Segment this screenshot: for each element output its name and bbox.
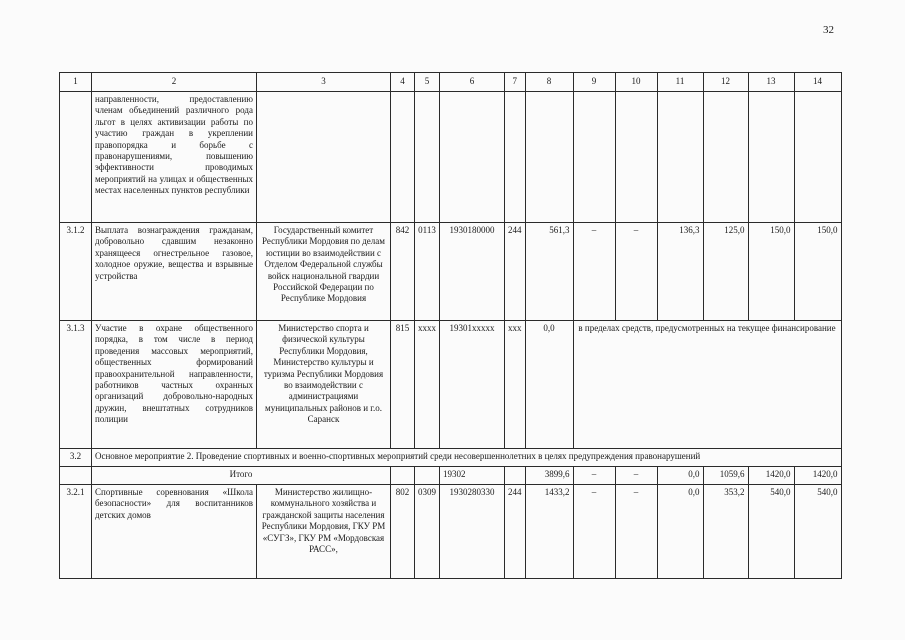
cell-year-10: – <box>615 467 657 485</box>
cell-empty <box>748 92 794 223</box>
cell-year-11: 136,3 <box>657 223 703 321</box>
cell-year-11: 0,0 <box>657 485 703 579</box>
column-header: 3 <box>257 73 391 92</box>
cell-vr: 244 <box>505 485 526 579</box>
cell-year-10: – <box>615 223 657 321</box>
cell-empty <box>573 92 615 223</box>
cell-year-9: – <box>573 223 615 321</box>
cell-financing-note: в пределах средств, предусмотренных на текущее финансирование <box>573 321 841 449</box>
cell-year-13: 1420,0 <box>748 467 794 485</box>
column-header: 2 <box>92 73 257 92</box>
cell-year-12: 1059,6 <box>703 467 748 485</box>
cell-rzpr: 0113 <box>415 223 440 321</box>
cell-description: Выплата вознаграждения гражданам, добровольно сдавшим незаконно хранящееся огнестрельное газовое, холодное оружие, вещества и взрывные устройства <box>92 223 257 321</box>
cell-executor: Министерство спорта и физической культуры Республики Мордовия, Министерство культуры и туризма Республики Мордовия во взаимодействии с администрациями муниципальных районов и г.о. Саранск <box>257 321 391 449</box>
cell-total: 561,3 <box>525 223 573 321</box>
cell-empty <box>703 92 748 223</box>
cell-grbs: 815 <box>391 321 415 449</box>
cell-number: 3.2.1 <box>60 485 92 579</box>
cell-empty <box>615 92 657 223</box>
cell-empty <box>60 467 92 485</box>
cell-total: 1433,2 <box>525 485 573 579</box>
cell-number <box>60 92 92 223</box>
cell-empty <box>440 92 505 223</box>
cell-main-activity-title: Основное мероприятие 2. Проведение спортивных и военно-спортивных мероприятий среди несовершеннолетних в целях предупреждения правонарушений <box>92 449 842 467</box>
cell-year-11: 0,0 <box>657 467 703 485</box>
table-row-3-1-3 <box>60 321 842 449</box>
cell-empty <box>657 92 703 223</box>
cell-year-10: – <box>615 485 657 579</box>
cell-empty <box>415 467 440 485</box>
cell-empty <box>794 92 841 223</box>
cell-year-14: 1420,0 <box>794 467 841 485</box>
cell-year-14: 540,0 <box>794 485 841 579</box>
cell-year-14: 150,0 <box>794 223 841 321</box>
column-header: 7 <box>505 73 526 92</box>
cell-empty <box>525 92 573 223</box>
column-header: 12 <box>703 73 748 92</box>
cell-grbs: 842 <box>391 223 415 321</box>
cell-year-12: 353,2 <box>703 485 748 579</box>
cell-description: Участие в охране общественного порядка, в том числе в период проведения массовых мероприятий, общественных формирований правоохранительной направленности, работников частных охранных организаций добровольно-народных дружин, внештатных сотрудников полиции <box>92 321 257 449</box>
cell-executor <box>257 92 391 223</box>
cell-rzpr: 0309 <box>415 485 440 579</box>
cell-csr: 1930180000 <box>440 223 505 321</box>
column-header: 11 <box>657 73 703 92</box>
cell-number: 3.1.2 <box>60 223 92 321</box>
cell-csr: 1930280330 <box>440 485 505 579</box>
cell-number: 3.1.3 <box>60 321 92 449</box>
cell-rzpr: хххх <box>415 321 440 449</box>
cell-empty <box>391 92 415 223</box>
cell-total: 3899,6 <box>525 467 573 485</box>
cell-empty <box>505 92 526 223</box>
column-header: 6 <box>440 73 505 92</box>
cell-number: 3.2 <box>60 449 92 467</box>
cell-year-13: 540,0 <box>748 485 794 579</box>
column-header: 10 <box>615 73 657 92</box>
column-header: 9 <box>573 73 615 92</box>
table-row-3-2 <box>60 449 842 467</box>
header-row <box>60 73 842 92</box>
cell-vr: ххх <box>505 321 526 449</box>
cell-description: Спортивные соревнования «Школа безопасности» для воспитанников детских домов <box>92 485 257 579</box>
cell-year-9: – <box>573 485 615 579</box>
column-header: 4 <box>391 73 415 92</box>
cell-year-12: 125,0 <box>703 223 748 321</box>
cell-executor: Министерство жилищно-коммунального хозяйства и гражданской защиты населения Республики Мордовия, ГКУ РМ «СУГЗ», ГКУ РМ «Мордовская РАСС», <box>257 485 391 579</box>
cell-vr: 244 <box>505 223 526 321</box>
column-header: 1 <box>60 73 92 92</box>
table-row-3-2-1 <box>60 485 842 579</box>
cell-description: направленности, предоставлению членам объединений различного рода льгот в целях активизации работы по участию граждан в укреплении правопорядка и борьбе с правонарушениями, повышению эффективности проводимых мероприятий на улицах и общественных местах населенных пунктов республики <box>92 92 257 223</box>
cell-empty <box>415 92 440 223</box>
cell-csr: 19301ххххх <box>440 321 505 449</box>
cell-csr: 19302 <box>440 467 505 485</box>
column-header: 13 <box>748 73 794 92</box>
budget-table <box>59 72 842 579</box>
column-header: 14 <box>794 73 841 92</box>
table-row-total <box>60 467 842 485</box>
cell-year-13: 150,0 <box>748 223 794 321</box>
table-row-3-1-2 <box>60 223 842 321</box>
cell-total: 0,0 <box>525 321 573 449</box>
cell-total-label: Итого <box>92 467 391 485</box>
cell-executor: Государственный комитет Республики Мордовия по делам юстиции во взаимодействии с Отделом Федеральной службы войск национальной гвардии Российской Федерации по Республике Мордовия <box>257 223 391 321</box>
cell-empty <box>505 467 526 485</box>
page-number: 32 <box>823 24 834 36</box>
table-row-continuation <box>60 92 842 223</box>
column-header: 5 <box>415 73 440 92</box>
column-header: 8 <box>525 73 573 92</box>
cell-year-9: – <box>573 467 615 485</box>
cell-empty <box>391 467 415 485</box>
cell-grbs: 802 <box>391 485 415 579</box>
